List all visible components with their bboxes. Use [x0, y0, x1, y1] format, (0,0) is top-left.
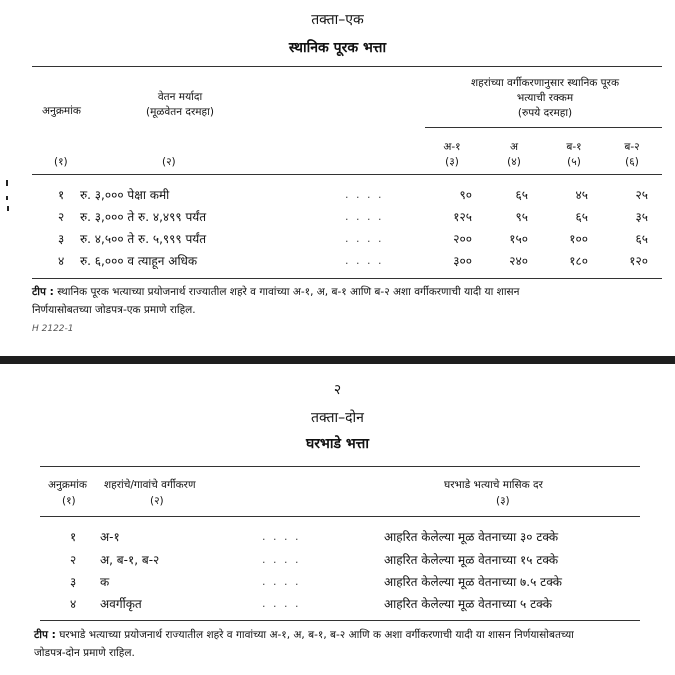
t1-row4-a1: ३०० [453, 254, 472, 268]
t2-row1-sr: १ [70, 530, 77, 544]
t2-row4-class: अवर्गीकृत [100, 597, 142, 611]
t2-row3-sr: ३ [70, 575, 77, 589]
t1-row1-a1: ९० [459, 188, 472, 202]
t1-row4-a: २४० [509, 254, 528, 268]
t1-colnum-4: (४) [507, 156, 521, 168]
t1-row4-b2: १२० [629, 254, 648, 268]
t1-header-bottom-rule [32, 174, 662, 175]
t2-header-classification: शहरांचे/गावांचे वर्गीकरण [104, 479, 196, 491]
t2-row2-sr: २ [70, 553, 77, 567]
t2-row1-rate: आहरित केलेल्या मूळ वेतनाच्या ३० टक्के [384, 530, 559, 544]
t1-note-line1 [32, 284, 519, 301]
t1-colnum-2: (२) [162, 156, 176, 168]
t1-row1-sr: १ [58, 188, 65, 202]
t1-class-a: अ [509, 141, 519, 153]
t1-row2-range: रु. ३,००० ते रु. ४,४९९ पर्यंत [80, 210, 207, 224]
t1-row1-dots: . . . . [345, 188, 384, 201]
t1-note-text: स्थानिक पूरक भत्याच्या प्रयोजनार्थ राज्यातील शहरे व गावांच्या अ-१, अ, ब-१ आणि ब-२ अशा वर्गीकरणाची यादी या शासन [57, 286, 520, 298]
t1-row3-a: १५० [509, 232, 528, 246]
t2-colnum-1: (१) [62, 495, 76, 507]
t1-note-line2: निर्णयासोबतच्या जोडपत्र-एक प्रमाणे राहिल. [32, 304, 196, 316]
t2-bottom-rule [40, 620, 640, 621]
page-number: २ [333, 382, 342, 398]
t1-row3-sr: ३ [58, 232, 65, 246]
t1-row1-b2: २५ [635, 188, 648, 202]
t1-header-serial: अनुक्रमांक [42, 105, 81, 117]
t2-row2-class: अ, ब-१, ब-२ [100, 553, 160, 567]
t1-row3-a1: २०० [453, 232, 472, 246]
t1-row4-dots: . . . . [345, 254, 384, 267]
scan-mark [6, 180, 8, 186]
t1-stamp: H 2122-1 [32, 324, 74, 334]
t2-header-bottom-rule [40, 516, 640, 517]
t1-row3-b2: ६५ [635, 232, 648, 246]
t2-row4-rate: आहरित केलेल्या मूळ वेतनाच्या ५ टक्के [384, 597, 552, 611]
scan-mark [6, 196, 8, 200]
t1-colnum-1: (१) [54, 156, 68, 168]
t1-row2-sr: २ [58, 210, 65, 224]
t1-class-b2: ब-२ [624, 141, 640, 153]
t1-header-subrule [425, 127, 662, 128]
t2-row4-dots: . . . . [262, 597, 301, 610]
t2-header-serial: अनुक्रमांक [48, 479, 87, 491]
t1-class-b1: ब-१ [566, 141, 582, 153]
t2-row1-class: अ-१ [100, 530, 120, 544]
t1-header-rate-unit: (रुपये दरमहा) [517, 107, 573, 119]
t2-row4-sr: ४ [70, 597, 77, 611]
t1-header-pay-range-sub: (मूळवेतन दरमहा) [146, 106, 214, 118]
t1-row1-b1: ४५ [575, 188, 588, 202]
page-separator [0, 356, 675, 364]
t1-class-a1: अ-१ [443, 141, 461, 153]
table1-caption: तक्ता–एक [311, 12, 364, 28]
t2-note-line1 [34, 627, 574, 644]
t2-row1-dots: . . . . [262, 530, 301, 543]
t1-row2-b1: ६५ [575, 210, 588, 224]
t2-row3-class: क [100, 575, 110, 589]
t2-note-text: घरभाडे भत्याच्या प्रयोजनार्थ राज्यातील शहरे व गावांच्या अ-१, अ, ब-१, ब-२ आणि क अशा वर्गीकरणाची यादी या शासन निर्णयासोबतच्या [59, 629, 574, 641]
t2-header-rate: घरभाडे भत्याचे मासिक दर [444, 479, 543, 491]
t1-row2-a: ९५ [515, 210, 528, 224]
t2-colnum-2: (२) [150, 495, 164, 507]
t1-row4-sr: ४ [58, 254, 65, 268]
t1-row1-range: रु. ३,००० पेक्षा कमी [80, 188, 170, 202]
t1-header-pay-range: वेतन मर्यादा [157, 91, 203, 103]
table2-caption: तक्ता–दोन [311, 410, 364, 426]
table2-top-rule [40, 466, 640, 467]
t1-row2-b2: ३५ [635, 210, 648, 224]
t1-colnum-3: (३) [445, 156, 459, 168]
table2-title: घरभाडे भत्ता [306, 436, 369, 452]
t1-row4-b1: १८० [569, 254, 588, 268]
scan-mark [7, 206, 9, 211]
t2-row2-dots: . . . . [262, 553, 301, 566]
t1-row3-range: रु. ४,५०० ते रु. ५,९९९ पर्यंत [80, 232, 207, 246]
t2-row3-rate: आहरित केलेल्या मूळ वेतनाच्या ७.५ टक्के [384, 575, 562, 589]
t2-colnum-3: (३) [496, 495, 510, 507]
t1-colnum-5: (५) [567, 156, 581, 168]
t1-header-rate: शहरांच्या वर्गीकरणानुसार स्थानिक पूरक [470, 77, 620, 89]
t1-row2-a1: १२५ [453, 210, 472, 224]
t1-row3-dots: . . . . [345, 232, 384, 245]
table1-title: स्थानिक पूरक भत्ता [288, 40, 387, 56]
t1-header-rate-sub: भत्याची रक्कम [516, 92, 574, 104]
t1-bottom-rule [32, 278, 662, 279]
t2-note-line2: जोडपत्र-दोन प्रमाणे राहिल. [34, 647, 135, 659]
t1-row3-b1: १०० [569, 232, 588, 246]
t1-row2-dots: . . . . [345, 210, 384, 223]
t1-row1-a: ६५ [515, 188, 528, 202]
t1-note-label: टीप : [32, 286, 54, 298]
t2-note-label: टीप : [34, 629, 56, 641]
t1-row4-range: रु. ६,००० व त्याहून अधिक [80, 254, 198, 268]
t2-row3-dots: . . . . [262, 575, 301, 588]
t1-colnum-6: (६) [625, 156, 639, 168]
table1-top-rule [32, 66, 662, 67]
t2-row2-rate: आहरित केलेल्या मूळ वेतनाच्या १५ टक्के [384, 553, 559, 567]
